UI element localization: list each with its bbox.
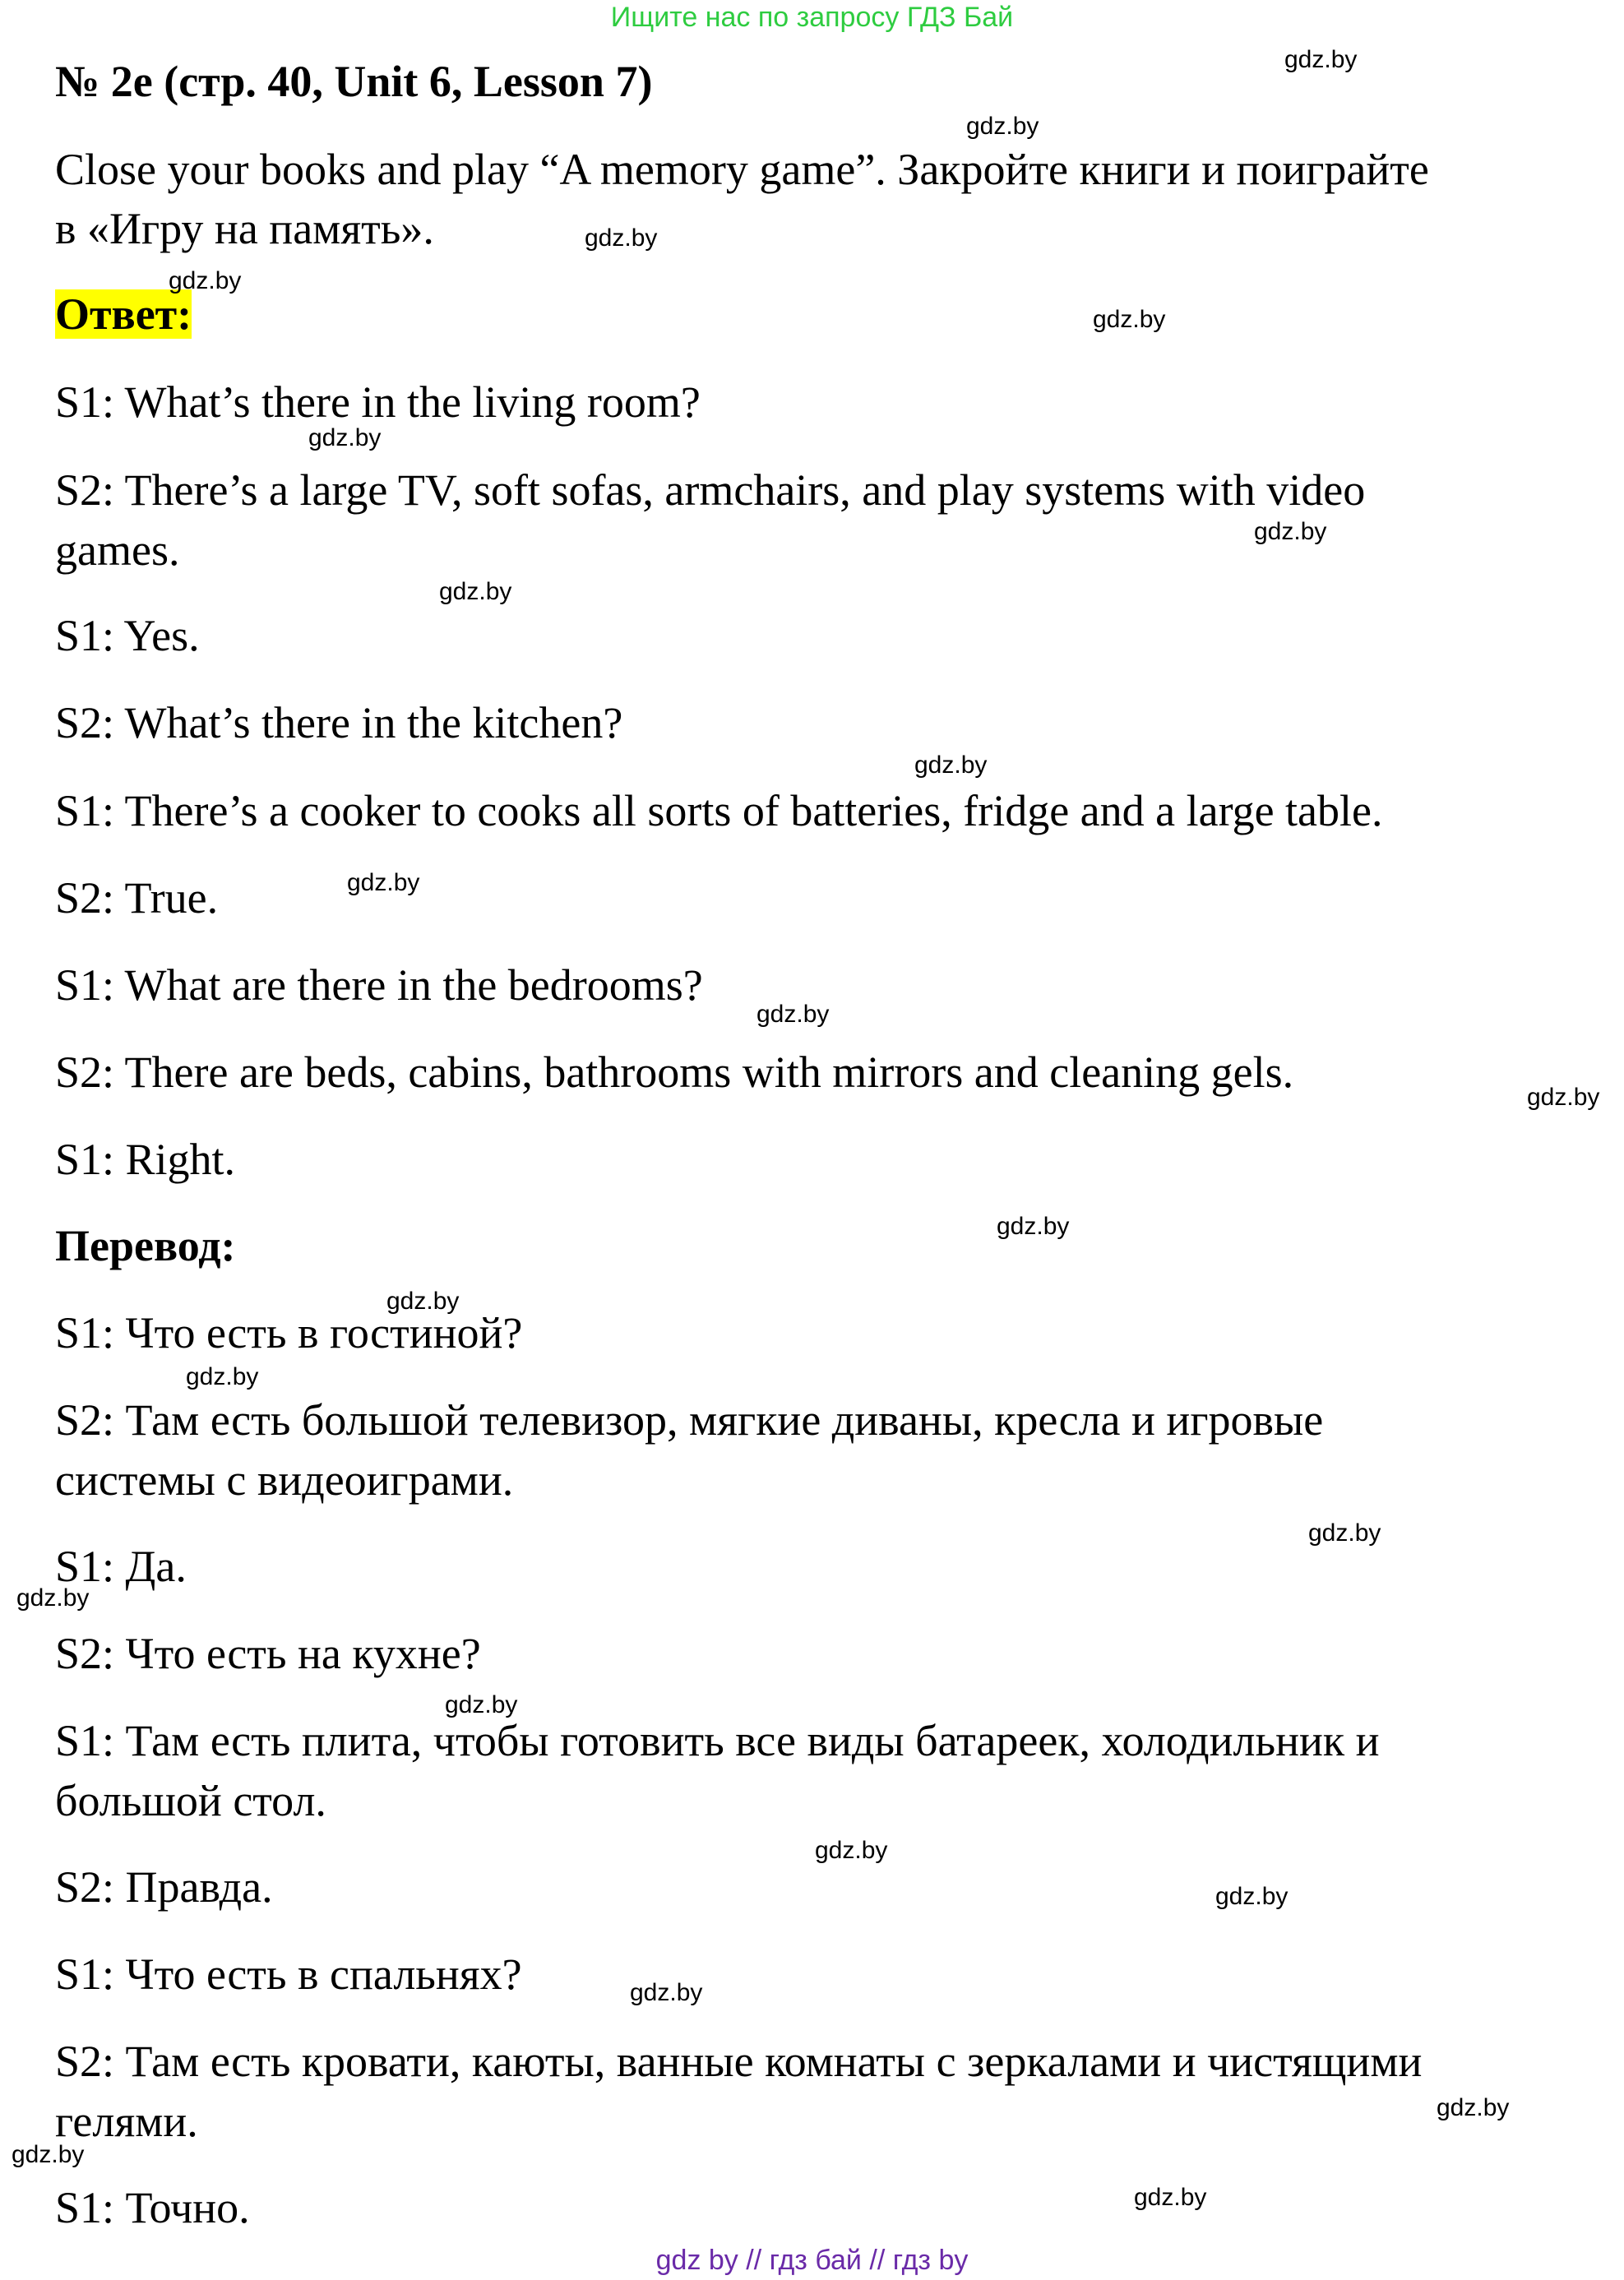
watermark: gdz.by <box>308 424 382 451</box>
dialogue-line: games. <box>55 525 180 575</box>
translation-line: S2: Правда. <box>55 1862 273 1912</box>
translation-line: S1: Да. <box>55 1542 187 1591</box>
translation-line: S2: Там есть кровати, каюты, ванные комнаты с зеркалами и чистящими <box>55 2037 1423 2086</box>
translation-line: S2: Что есть на кухне? <box>55 1629 481 1678</box>
watermark: gdz.by <box>1215 1883 1289 1910</box>
task-title: № 2e (стр. 40, Unit 6, Lesson 7) <box>55 57 653 106</box>
translation-label: Перевод: <box>55 1221 236 1270</box>
watermark: gdz.by <box>997 1213 1070 1240</box>
watermark: gdz.by <box>169 267 242 294</box>
translation-line: гелями. <box>55 2097 198 2146</box>
translation-line: S1: Что есть в гостиной? <box>55 1308 523 1357</box>
translation-line: системы с видеоиграми. <box>55 1455 514 1505</box>
watermark: gdz.by <box>1437 2094 1510 2121</box>
watermark: gdz.by <box>630 1979 703 2006</box>
watermark: gdz.by <box>585 224 658 252</box>
watermark: gdz.by <box>1308 1519 1381 1547</box>
dialogue-line: S1: What’s there in the living room? <box>55 377 701 427</box>
translation-line: S1: Точно. <box>55 2183 250 2232</box>
watermark: gdz.by <box>1254 518 1327 545</box>
task-instruction-line-2: в «Игру на память». <box>55 204 434 253</box>
translation-line: S2: Там есть большой телевизор, мягкие диваны, кресла и игровые <box>55 1395 1324 1445</box>
answer-label <box>55 284 1576 344</box>
dialogue-line: S2: True. <box>55 873 219 923</box>
translation-line: S1: Там есть плита, чтобы готовить все виды батареек, холодильник и <box>55 1716 1380 1765</box>
watermark: gdz.by <box>445 1691 518 1718</box>
watermark: gdz.by <box>439 578 512 605</box>
watermark: gdz.by <box>756 1001 830 1028</box>
dialogue-line: S2: There are beds, cabins, bathrooms with mirrors and cleaning gels. <box>55 1048 1294 1097</box>
dialogue-line: S2: What’s there in the kitchen? <box>55 698 623 747</box>
watermark: gdz.by <box>914 752 988 779</box>
dialogue-line: S1: What are there in the bedrooms? <box>55 960 703 1010</box>
watermark: gdz.by <box>1284 46 1358 73</box>
watermark: gdz.by <box>16 1584 90 1612</box>
translation-line: большой стол. <box>55 1776 326 1825</box>
watermark: gdz.by <box>1093 306 1166 333</box>
footer-banner[interactable]: gdz by // гдз бай // гдз by <box>655 2245 969 2276</box>
header-banner[interactable]: Ищите нас по запросу ГДЗ Бай <box>610 2 1014 33</box>
dialogue-line: S1: Right. <box>55 1135 236 1184</box>
watermark: gdz.by <box>815 1837 888 1864</box>
watermark: gdz.by <box>386 1288 460 1315</box>
watermark: gdz.by <box>347 869 420 896</box>
dialogue-line: S2: There’s a large TV, soft sofas, armchairs, and play systems with video <box>55 465 1366 515</box>
translation-line: S1: Что есть в спальнях? <box>55 1949 522 1999</box>
watermark: gdz.by <box>1134 2184 1207 2211</box>
watermark: gdz.by <box>966 113 1039 140</box>
answer-label-text: Ответ: <box>55 289 192 339</box>
watermark: gdz.by <box>186 1363 259 1390</box>
task-instruction-line-1: Close your books and play “A memory game”. Закройте книги и поиграйте <box>55 145 1429 194</box>
watermark: gdz.by <box>1527 1084 1600 1111</box>
watermark: gdz.by <box>12 2141 85 2168</box>
dialogue-line: S1: Yes. <box>55 611 200 660</box>
dialogue-line: S1: There’s a cooker to cooks all sorts of batteries, fridge and a large table. <box>55 786 1383 835</box>
